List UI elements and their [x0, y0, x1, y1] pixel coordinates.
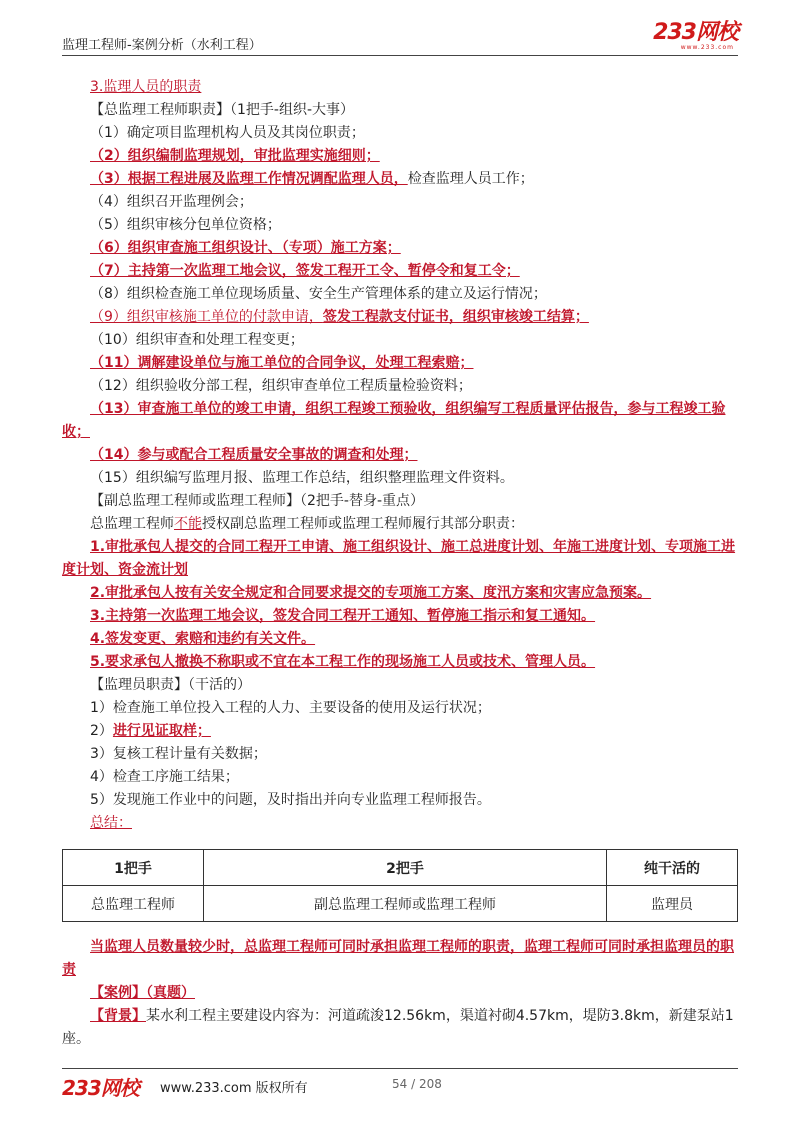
chief-item: （1）确定项目监理机构人员及其岗位职责； — [90, 125, 365, 141]
page-number: 54 / 208 — [392, 1077, 442, 1091]
deputy-intro — [62, 513, 738, 536]
supervisor-item-emphasis: 进行见证取样； — [112, 723, 211, 739]
supervisor-heading: 【监理员职责】（干活的） — [90, 677, 251, 693]
deputy-item: 4.签发变更、索赔和违约有关文件。 — [90, 631, 316, 647]
brand-logo-mark: 233网校 — [653, 20, 738, 45]
background-text: 某水利工程主要建设内容为：河道疏浚12.56km，渠道衬砌4.57km，堤防3.8km，新建泵站1座。 — [62, 1008, 734, 1047]
supervisor-item — [62, 720, 738, 743]
deputy-intro-post: 授权副总监理工程师或监理工程师履行其部分职责： — [202, 516, 524, 532]
case-heading: 【案例】（真题） — [90, 985, 195, 1001]
summary-table-row — [63, 886, 738, 922]
case-background — [62, 1005, 738, 1051]
chief-item: （12）组织验收分部工程，组织审查单位工程质量检验资料； — [90, 378, 472, 394]
chief-item: （14）参与或配合工程质量安全事故的调查和处理； — [90, 447, 418, 463]
chief-item-emphasis: （3）根据工程进展及监理工作情况调配监理人员， — [90, 171, 408, 187]
summary-cell: 总监理工程师 — [63, 886, 204, 922]
summary-label: 总结： — [90, 815, 132, 831]
deputy-intro-pre: 总监理工程师 — [90, 516, 174, 532]
chief-item — [62, 306, 738, 329]
page-header — [62, 22, 738, 54]
chief-item: （2）组织编制监理规划，审批监理实施细则； — [90, 148, 380, 164]
header-divider — [62, 55, 738, 56]
summary-header-cell: 1把手 — [63, 850, 204, 886]
supervisor-item: 1）检查施工单位投入工程的人力、主要设备的使用及运行状况； — [90, 700, 491, 716]
summary-cell: 副总监理工程师或监理工程师 — [204, 886, 607, 922]
chief-heading: 【总监理工程师职责】（1把手-组织-大事） — [90, 102, 355, 118]
summary-note: 当监理人员数量较少时，总监理工程师可同时承担监理工程师的职责，监理工程师可同时承担监理员的职责 — [62, 939, 734, 978]
deputy-item: 5.要求承包人撤换不称职或不宜在本工程工作的现场施工人员或技术、管理人员。 — [90, 654, 596, 670]
supervisor-item: 4）检查工序施工结果； — [90, 769, 239, 785]
summary-header-cell: 2把手 — [204, 850, 607, 886]
document-body — [62, 76, 738, 1051]
chief-item: （10）组织审查和处理工程变更； — [90, 332, 304, 348]
chief-item: （4）组织召开监理例会； — [90, 194, 253, 210]
chief-item: （15）组织编写监理月报、监理工作总结，组织整理监理文件资料。 — [90, 470, 514, 486]
chief-item-rest: 检查监理人员工作； — [407, 171, 534, 187]
chief-item-prefix: （9）组织审核施工单位的付款申请， — [90, 309, 323, 325]
footer-copyright: www.233.com 版权所有 — [160, 1081, 308, 1096]
deputy-item: 3.主持第一次监理工地会议，签发合同工程开工通知、暂停施工指示和复工通知。 — [90, 608, 596, 624]
chief-item: （6）组织审查施工组织设计、（专项）施工方案； — [90, 240, 401, 256]
summary-table — [62, 849, 738, 922]
chief-item — [62, 168, 738, 191]
section-title: 3.监理人员的职责 — [90, 79, 202, 95]
deputy-intro-emphasis: 不能 — [174, 516, 202, 532]
chief-item: （8）组织检查施工单位现场质量、安全生产管理体系的建立及运行情况； — [90, 286, 547, 302]
deputy-item: 2.审批承包人按有关安全规定和合同要求提交的专项施工方案、度汛方案和灾害应急预案。 — [90, 585, 652, 601]
supervisor-item-prefix: 2） — [90, 723, 113, 739]
supervisor-item: 3）复核工程计量有关数据； — [90, 746, 267, 762]
brand-logo-url: www.233.com — [680, 44, 734, 51]
summary-table-header — [63, 850, 738, 886]
background-label: 【背景】 — [90, 1008, 146, 1024]
summary-header-cell: 纯干活的 — [607, 850, 738, 886]
chief-item: （11）调解建设单位与施工单位的合同争议，处理工程索赔； — [90, 355, 474, 371]
chief-item: （5）组织审核分包单位资格； — [90, 217, 281, 233]
deputy-heading: 【副总监理工程师或监理工程师】（2把手-替身-重点） — [90, 493, 425, 509]
chief-item-emphasis: 签发工程款支付证书，组织审核竣工结算； — [322, 309, 589, 325]
summary-cell: 监理员 — [607, 886, 738, 922]
supervisor-item: 5）发现施工作业中的问题，及时指出并向专业监理工程师报告。 — [90, 792, 491, 808]
header-title: 监理工程师-案例分析（水利工程） — [62, 38, 262, 53]
chief-item: （13）审查施工单位的竣工申请，组织工程竣工预验收，组织编写工程质量评估报告，参与工程竣工验收； — [62, 401, 726, 440]
page-footer — [62, 1074, 738, 1098]
deputy-item: 1.审批承包人提交的合同工程开工申请、施工组织设计、施工总进度计划、年施工进度计划、专项施工进度计划、资金流计划 — [62, 539, 736, 578]
chief-item: （7）主持第一次监理工地会议，签发工程开工令、暂停令和复工令； — [90, 263, 520, 279]
footer-logo: 233网校 — [62, 1076, 139, 1100]
brand-logo — [653, 22, 738, 52]
footer-divider — [62, 1068, 738, 1069]
